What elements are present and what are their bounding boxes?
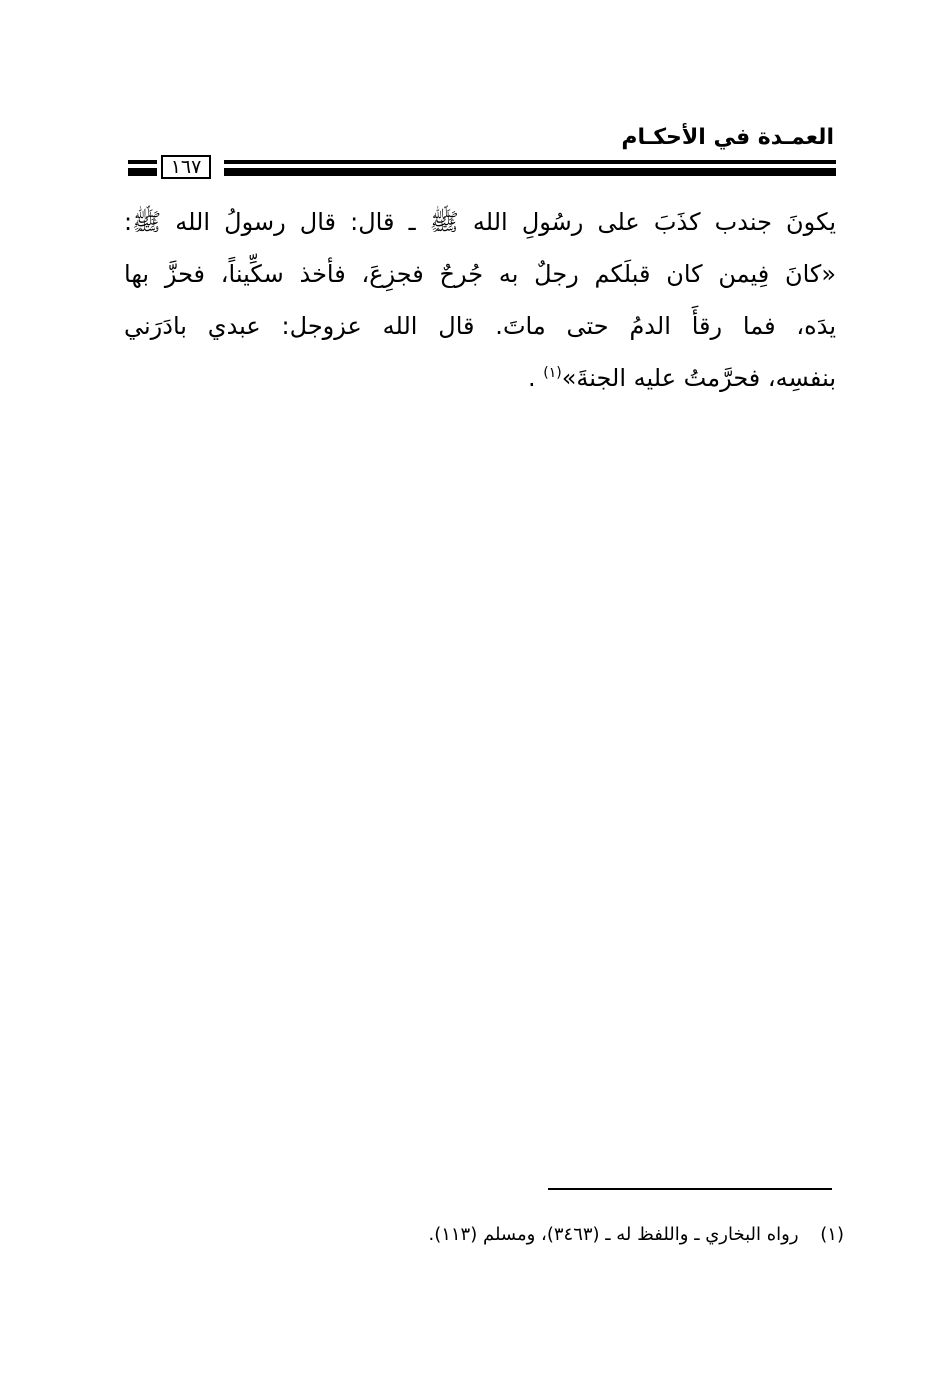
header-rule-short-top xyxy=(128,160,157,164)
page-number: ١٦٧ xyxy=(161,155,211,179)
footnote-number: (١) xyxy=(820,1224,844,1245)
footnote-marker: (١) xyxy=(543,365,562,381)
text-line: بنفسِه، فحرَّمتُ عليه الجنةَ» xyxy=(561,364,836,392)
text-line: يكونَ جندب كذَبَ على رسُولِ الله ﷺ ـ قال: قال رسولُ الله ﷺ: xyxy=(124,208,836,236)
book-title: العمـدة في الأحكـام xyxy=(621,125,834,150)
main-text xyxy=(124,196,836,404)
footnote-separator xyxy=(548,1188,832,1190)
header-rule-short-bottom xyxy=(128,168,157,176)
text-line-last xyxy=(124,352,836,404)
header-rule-top xyxy=(224,160,836,164)
header-rule-bottom xyxy=(224,168,836,176)
footnote-text: رواه البخاري ـ واللفظ له ـ (٣٤٦٣)، ومسلم (١١٣). xyxy=(428,1224,799,1245)
footnote xyxy=(428,1224,844,1245)
end-punctuation: . xyxy=(528,364,536,392)
text-line: يدَه، فما رقأَ الدمُ حتى ماتَ. قال الله عزوجل: عبدي بادَرَني xyxy=(124,312,836,340)
text-line: «كانَ فِيمن كان قبلَكم رجلٌ به جُرحٌ فجزِعَ، فأخذ سكِّيناً، فحزَّ بها xyxy=(124,260,836,288)
